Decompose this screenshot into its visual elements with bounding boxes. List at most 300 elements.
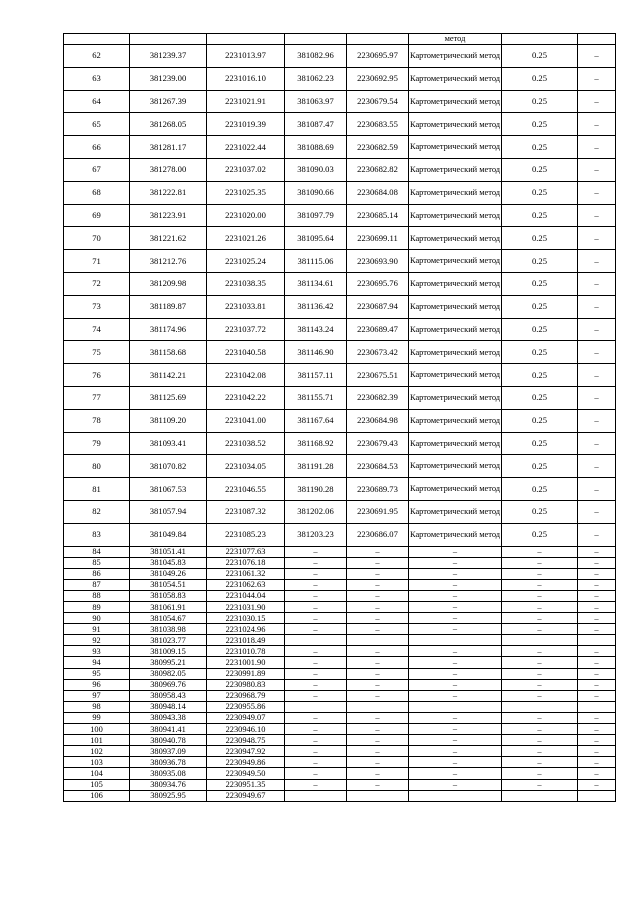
cell-y-existing: 2231046.55 <box>207 478 285 501</box>
cell-method: Картометрический метод <box>409 113 502 136</box>
table-row <box>64 113 616 136</box>
cell-accuracy: – <box>502 590 578 601</box>
cell-note: – <box>578 768 616 779</box>
cell-y-new: – <box>347 657 409 668</box>
cell-x-new: 381095.64 <box>285 227 347 250</box>
cell-note: – <box>578 757 616 768</box>
table-row-continuation <box>64 34 616 45</box>
cell-x-new: 381063.97 <box>285 90 347 113</box>
cell-method: – <box>409 646 502 657</box>
table-row <box>64 67 616 90</box>
cell-y-new: – <box>347 679 409 690</box>
cell-y-new: 2230684.98 <box>347 409 409 432</box>
cell-x-new: 381090.66 <box>285 181 347 204</box>
cell-point-number: 84 <box>64 546 130 557</box>
cell-method: Картометрический метод <box>409 455 502 478</box>
cell-y-existing: 2231038.52 <box>207 432 285 455</box>
cell-note: – <box>578 227 616 250</box>
table-row <box>64 455 616 478</box>
cell-note: – <box>578 45 616 68</box>
cell-x-existing: 380969.76 <box>130 679 207 690</box>
cell-y-new: 2230689.73 <box>347 478 409 501</box>
cell-point-number: 73 <box>64 295 130 318</box>
cell-method: Картометрический метод <box>409 409 502 432</box>
cell-note: – <box>578 779 616 790</box>
cell-accuracy: 0.25 <box>502 67 578 90</box>
cell-method: Картометрический метод <box>409 250 502 273</box>
table-row <box>64 579 616 590</box>
cell-x-existing: 381045.83 <box>130 557 207 568</box>
cell-x-new: 381134.61 <box>285 272 347 295</box>
cell-point-number: 75 <box>64 341 130 364</box>
table-row <box>64 90 616 113</box>
cell-y-existing: 2231037.02 <box>207 158 285 181</box>
cell-point-number: 93 <box>64 646 130 657</box>
cell-note: – <box>578 386 616 409</box>
cell-method: – <box>409 712 502 723</box>
cell-accuracy: – <box>502 646 578 657</box>
cell-accuracy: 0.25 <box>502 90 578 113</box>
cell-point-number: 99 <box>64 712 130 723</box>
cell-y-existing: 2231044.04 <box>207 590 285 601</box>
cell-x-new: – <box>285 712 347 723</box>
cell-y-existing: 2230951.35 <box>207 779 285 790</box>
cell-y-new: – <box>347 768 409 779</box>
cell-note: – <box>578 364 616 387</box>
cell-x-existing: 380958.43 <box>130 690 207 701</box>
cell-y-existing: 2231037.72 <box>207 318 285 341</box>
cell-accuracy: – <box>502 546 578 557</box>
cell-note: – <box>578 409 616 432</box>
cell-x-existing: 381209.98 <box>130 272 207 295</box>
cell-x-existing: 381061.91 <box>130 602 207 613</box>
cell-note: – <box>578 272 616 295</box>
cell-note: – <box>578 67 616 90</box>
table-row <box>64 602 616 613</box>
table-row <box>64 432 616 455</box>
cell-note: – <box>578 646 616 657</box>
cell-empty <box>578 34 616 45</box>
cell-y-new: – <box>347 613 409 624</box>
cell-accuracy: 0.25 <box>502 158 578 181</box>
cell-x-new: – <box>285 668 347 679</box>
cell-note: – <box>578 602 616 613</box>
cell-y-new: 2230695.76 <box>347 272 409 295</box>
cell-method: Картометрический метод <box>409 432 502 455</box>
cell-y-new: 2230682.59 <box>347 136 409 159</box>
cell-x-new: – <box>285 735 347 746</box>
cell-y-existing: 2231022.44 <box>207 136 285 159</box>
cell-point-number: 78 <box>64 409 130 432</box>
cell-y-new: 2230683.55 <box>347 113 409 136</box>
cell-point-number: 87 <box>64 579 130 590</box>
cell-accuracy: – <box>502 735 578 746</box>
cell-method: Картометрический метод <box>409 67 502 90</box>
cell-y-existing: 2231061.32 <box>207 568 285 579</box>
cell-note: – <box>578 568 616 579</box>
cell-x-existing: 381142.21 <box>130 364 207 387</box>
cell-point-number: 86 <box>64 568 130 579</box>
cell-x-existing: 381051.41 <box>130 546 207 557</box>
table-row <box>64 646 616 657</box>
cell-point-number: 89 <box>64 602 130 613</box>
cell-y-existing: 2231087.32 <box>207 500 285 523</box>
cell-method: Картометрический метод <box>409 478 502 501</box>
table-row <box>64 590 616 601</box>
cell-accuracy: – <box>502 657 578 668</box>
cell-x-new: 381203.23 <box>285 523 347 546</box>
cell-x-new: 381167.64 <box>285 409 347 432</box>
cell-x-existing: 380936.78 <box>130 757 207 768</box>
cell-x-new: – <box>285 646 347 657</box>
cell-x-existing: 381278.00 <box>130 158 207 181</box>
cell-method: Картометрический метод <box>409 227 502 250</box>
cell-y-new: 2230692.95 <box>347 67 409 90</box>
cell-y-existing: 2231041.00 <box>207 409 285 432</box>
cell-accuracy: – <box>502 668 578 679</box>
cell-method: – <box>409 546 502 557</box>
cell-x-new: 381191.28 <box>285 455 347 478</box>
table-row <box>64 757 616 768</box>
cell-x-existing: 381038.98 <box>130 624 207 635</box>
cell-x-new: 381143.24 <box>285 318 347 341</box>
cell-accuracy: – <box>502 768 578 779</box>
cell-note: – <box>578 136 616 159</box>
cell-accuracy: 0.25 <box>502 181 578 204</box>
cell-method: – <box>409 602 502 613</box>
cell-note: – <box>578 250 616 273</box>
cell-accuracy: – <box>502 624 578 635</box>
cell-x-existing: 380940.78 <box>130 735 207 746</box>
cell-x-new <box>285 790 347 801</box>
cell-x-existing: 380982.05 <box>130 668 207 679</box>
table-row <box>64 523 616 546</box>
cell-y-new: – <box>347 757 409 768</box>
cell-y-existing: 2231001.90 <box>207 657 285 668</box>
cell-x-new: 381088.69 <box>285 136 347 159</box>
cell-empty <box>502 34 578 45</box>
cell-method: – <box>409 690 502 701</box>
cell-y-new: 2230689.47 <box>347 318 409 341</box>
cell-x-existing: 380934.76 <box>130 779 207 790</box>
table-row <box>64 724 616 735</box>
cell-x-existing: 381049.84 <box>130 523 207 546</box>
table-row <box>64 318 616 341</box>
cell-y-existing: 2231034.05 <box>207 455 285 478</box>
cell-point-number: 98 <box>64 701 130 712</box>
cell-method: Картометрический метод <box>409 158 502 181</box>
cell-y-new: 2230685.14 <box>347 204 409 227</box>
table-row <box>64 701 616 712</box>
cell-note: – <box>578 724 616 735</box>
cell-y-existing: 2230949.07 <box>207 712 285 723</box>
cell-note <box>578 701 616 712</box>
cell-y-new: 2230686.07 <box>347 523 409 546</box>
cell-y-new: 2230684.08 <box>347 181 409 204</box>
cell-y-new: – <box>347 712 409 723</box>
cell-method: Картометрический метод <box>409 364 502 387</box>
cell-x-new: – <box>285 546 347 557</box>
cell-x-existing: 380925.95 <box>130 790 207 801</box>
cell-point-number: 64 <box>64 90 130 113</box>
cell-note: – <box>578 668 616 679</box>
cell-x-existing: 381057.94 <box>130 500 207 523</box>
cell-point-number: 63 <box>64 67 130 90</box>
cell-x-existing: 381067.53 <box>130 478 207 501</box>
cell-y-existing: 2231016.10 <box>207 67 285 90</box>
cell-x-existing: 381058.83 <box>130 590 207 601</box>
cell-point-number: 105 <box>64 779 130 790</box>
cell-method: Картометрический метод <box>409 181 502 204</box>
cell-x-existing: 381267.39 <box>130 90 207 113</box>
table-row <box>64 768 616 779</box>
cell-empty <box>207 34 285 45</box>
cell-note: – <box>578 432 616 455</box>
cell-x-existing: 381189.87 <box>130 295 207 318</box>
cell-y-existing: 2231077.63 <box>207 546 285 557</box>
cell-x-new: 381202.06 <box>285 500 347 523</box>
cell-accuracy: 0.25 <box>502 227 578 250</box>
table-row <box>64 568 616 579</box>
cell-y-new: – <box>347 668 409 679</box>
cell-point-number: 82 <box>64 500 130 523</box>
cell-y-new: – <box>347 602 409 613</box>
cell-x-new: – <box>285 779 347 790</box>
cell-x-new: 381082.96 <box>285 45 347 68</box>
table-body <box>64 34 616 802</box>
cell-method <box>409 790 502 801</box>
cell-y-new: – <box>347 557 409 568</box>
cell-y-existing: 2230968.79 <box>207 690 285 701</box>
cell-y-existing: 2231042.22 <box>207 386 285 409</box>
cell-note: – <box>578 679 616 690</box>
cell-point-number: 70 <box>64 227 130 250</box>
cell-y-new: 2230673.42 <box>347 341 409 364</box>
cell-empty <box>285 34 347 45</box>
cell-point-number: 90 <box>64 613 130 624</box>
cell-accuracy: 0.25 <box>502 295 578 318</box>
cell-accuracy <box>502 790 578 801</box>
table-row <box>64 712 616 723</box>
cell-y-existing: 2231025.24 <box>207 250 285 273</box>
cell-method: – <box>409 768 502 779</box>
cell-note: – <box>578 295 616 318</box>
cell-accuracy <box>502 635 578 646</box>
cell-point-number: 104 <box>64 768 130 779</box>
cell-point-number: 74 <box>64 318 130 341</box>
cell-accuracy: 0.25 <box>502 523 578 546</box>
cell-point-number: 79 <box>64 432 130 455</box>
table-row <box>64 181 616 204</box>
cell-x-new: 381155.71 <box>285 386 347 409</box>
table-row <box>64 386 616 409</box>
cell-y-existing: 2230991.89 <box>207 668 285 679</box>
table-row <box>64 790 616 801</box>
cell-x-new: – <box>285 579 347 590</box>
cell-note: – <box>578 341 616 364</box>
cell-point-number: 101 <box>64 735 130 746</box>
cell-accuracy <box>502 701 578 712</box>
cell-y-existing: 2231030.15 <box>207 613 285 624</box>
cell-accuracy: – <box>502 779 578 790</box>
cell-x-new: – <box>285 657 347 668</box>
cell-x-new: – <box>285 757 347 768</box>
cell-y-existing: 2230955.86 <box>207 701 285 712</box>
cell-accuracy: 0.25 <box>502 272 578 295</box>
cell-note: – <box>578 746 616 757</box>
cell-x-existing: 381281.17 <box>130 136 207 159</box>
cell-x-existing: 381054.67 <box>130 613 207 624</box>
cell-point-number: 85 <box>64 557 130 568</box>
cell-method: – <box>409 568 502 579</box>
cell-x-existing: 381009.15 <box>130 646 207 657</box>
cell-y-existing: 2231010.78 <box>207 646 285 657</box>
cell-x-existing: 381174.96 <box>130 318 207 341</box>
cell-accuracy: 0.25 <box>502 45 578 68</box>
cell-accuracy: 0.25 <box>502 250 578 273</box>
cell-accuracy: 0.25 <box>502 500 578 523</box>
cell-y-new: – <box>347 779 409 790</box>
cell-accuracy: – <box>502 613 578 624</box>
cell-y-existing: 2231042.08 <box>207 364 285 387</box>
cell-x-new: – <box>285 690 347 701</box>
cell-method: – <box>409 746 502 757</box>
cell-y-new <box>347 701 409 712</box>
cell-note: – <box>578 690 616 701</box>
cell-method: – <box>409 679 502 690</box>
cell-method: – <box>409 657 502 668</box>
cell-y-new: 2230682.82 <box>347 158 409 181</box>
cell-x-new: – <box>285 613 347 624</box>
cell-x-new: 381090.03 <box>285 158 347 181</box>
table-row <box>64 478 616 501</box>
cell-point-number: 100 <box>64 724 130 735</box>
table-row <box>64 250 616 273</box>
table-row <box>64 779 616 790</box>
cell-x-existing: 381222.81 <box>130 181 207 204</box>
cell-method: – <box>409 668 502 679</box>
cell-note: – <box>578 90 616 113</box>
table-row <box>64 668 616 679</box>
cell-note: – <box>578 181 616 204</box>
cell-point-number: 106 <box>64 790 130 801</box>
cell-accuracy: 0.25 <box>502 455 578 478</box>
cell-y-existing: 2230949.67 <box>207 790 285 801</box>
cell-y-new: – <box>347 568 409 579</box>
cell-point-number: 72 <box>64 272 130 295</box>
cell-accuracy: – <box>502 746 578 757</box>
table-row <box>64 657 616 668</box>
cell-x-existing: 380941.41 <box>130 724 207 735</box>
cell-note: – <box>578 735 616 746</box>
cell-note: – <box>578 455 616 478</box>
cell-method: Картометрический метод <box>409 500 502 523</box>
cell-method: Картометрический метод <box>409 318 502 341</box>
table-row <box>64 690 616 701</box>
cell-x-existing: 380937.09 <box>130 746 207 757</box>
cell-point-number: 65 <box>64 113 130 136</box>
cell-y-new: 2230679.43 <box>347 432 409 455</box>
cell-point-number: 69 <box>64 204 130 227</box>
cell-x-existing: 381239.37 <box>130 45 207 68</box>
cell-y-existing: 2231031.90 <box>207 602 285 613</box>
cell-empty <box>347 34 409 45</box>
cell-method <box>409 701 502 712</box>
cell-y-existing: 2231033.81 <box>207 295 285 318</box>
cell-empty <box>64 34 130 45</box>
table-row <box>64 409 616 432</box>
cell-method: – <box>409 779 502 790</box>
cell-x-new: – <box>285 768 347 779</box>
cell-method: – <box>409 590 502 601</box>
cell-y-existing: 2230949.86 <box>207 757 285 768</box>
cell-point-number: 77 <box>64 386 130 409</box>
cell-point-number: 94 <box>64 657 130 668</box>
cell-note <box>578 790 616 801</box>
cell-x-existing: 381109.20 <box>130 409 207 432</box>
cell-y-new: 2230691.95 <box>347 500 409 523</box>
cell-y-new: 2230679.54 <box>347 90 409 113</box>
cell-y-new: – <box>347 646 409 657</box>
cell-method: Картометрический метод <box>409 204 502 227</box>
cell-x-new: – <box>285 568 347 579</box>
cell-method: – <box>409 579 502 590</box>
cell-accuracy: – <box>502 724 578 735</box>
cell-y-new: – <box>347 624 409 635</box>
cell-y-new: 2230699.11 <box>347 227 409 250</box>
cell-note: – <box>578 204 616 227</box>
cell-x-new: 381146.90 <box>285 341 347 364</box>
cell-accuracy: 0.25 <box>502 113 578 136</box>
cell-x-new: – <box>285 746 347 757</box>
cell-accuracy: 0.25 <box>502 136 578 159</box>
cell-method: – <box>409 724 502 735</box>
table-row <box>64 272 616 295</box>
cell-accuracy: – <box>502 690 578 701</box>
cell-y-new: – <box>347 735 409 746</box>
cell-note: – <box>578 557 616 568</box>
cell-x-new: – <box>285 679 347 690</box>
cell-x-existing: 380943.38 <box>130 712 207 723</box>
cell-point-number: 62 <box>64 45 130 68</box>
cell-x-existing: 381158.68 <box>130 341 207 364</box>
table-row <box>64 45 616 68</box>
cell-y-new: 2230693.90 <box>347 250 409 273</box>
table-row <box>64 158 616 181</box>
table-row <box>64 679 616 690</box>
cell-note: – <box>578 657 616 668</box>
cell-method: Картометрический метод <box>409 341 502 364</box>
cell-x-existing: 381268.05 <box>130 113 207 136</box>
cell-x-new: 381115.06 <box>285 250 347 273</box>
cell-method: – <box>409 613 502 624</box>
cell-x-existing: 380935.08 <box>130 768 207 779</box>
cell-y-existing: 2230980.83 <box>207 679 285 690</box>
table-row <box>64 624 616 635</box>
cell-y-existing: 2231020.00 <box>207 204 285 227</box>
cell-x-new: – <box>285 624 347 635</box>
cell-x-new <box>285 635 347 646</box>
cell-note: – <box>578 579 616 590</box>
cell-point-number: 96 <box>64 679 130 690</box>
cell-x-existing: 381093.41 <box>130 432 207 455</box>
cell-accuracy: – <box>502 579 578 590</box>
cell-point-number: 91 <box>64 624 130 635</box>
cell-method: Картометрический метод <box>409 386 502 409</box>
cell-y-new: 2230687.94 <box>347 295 409 318</box>
cell-y-new: 2230695.97 <box>347 45 409 68</box>
cell-note: – <box>578 613 616 624</box>
